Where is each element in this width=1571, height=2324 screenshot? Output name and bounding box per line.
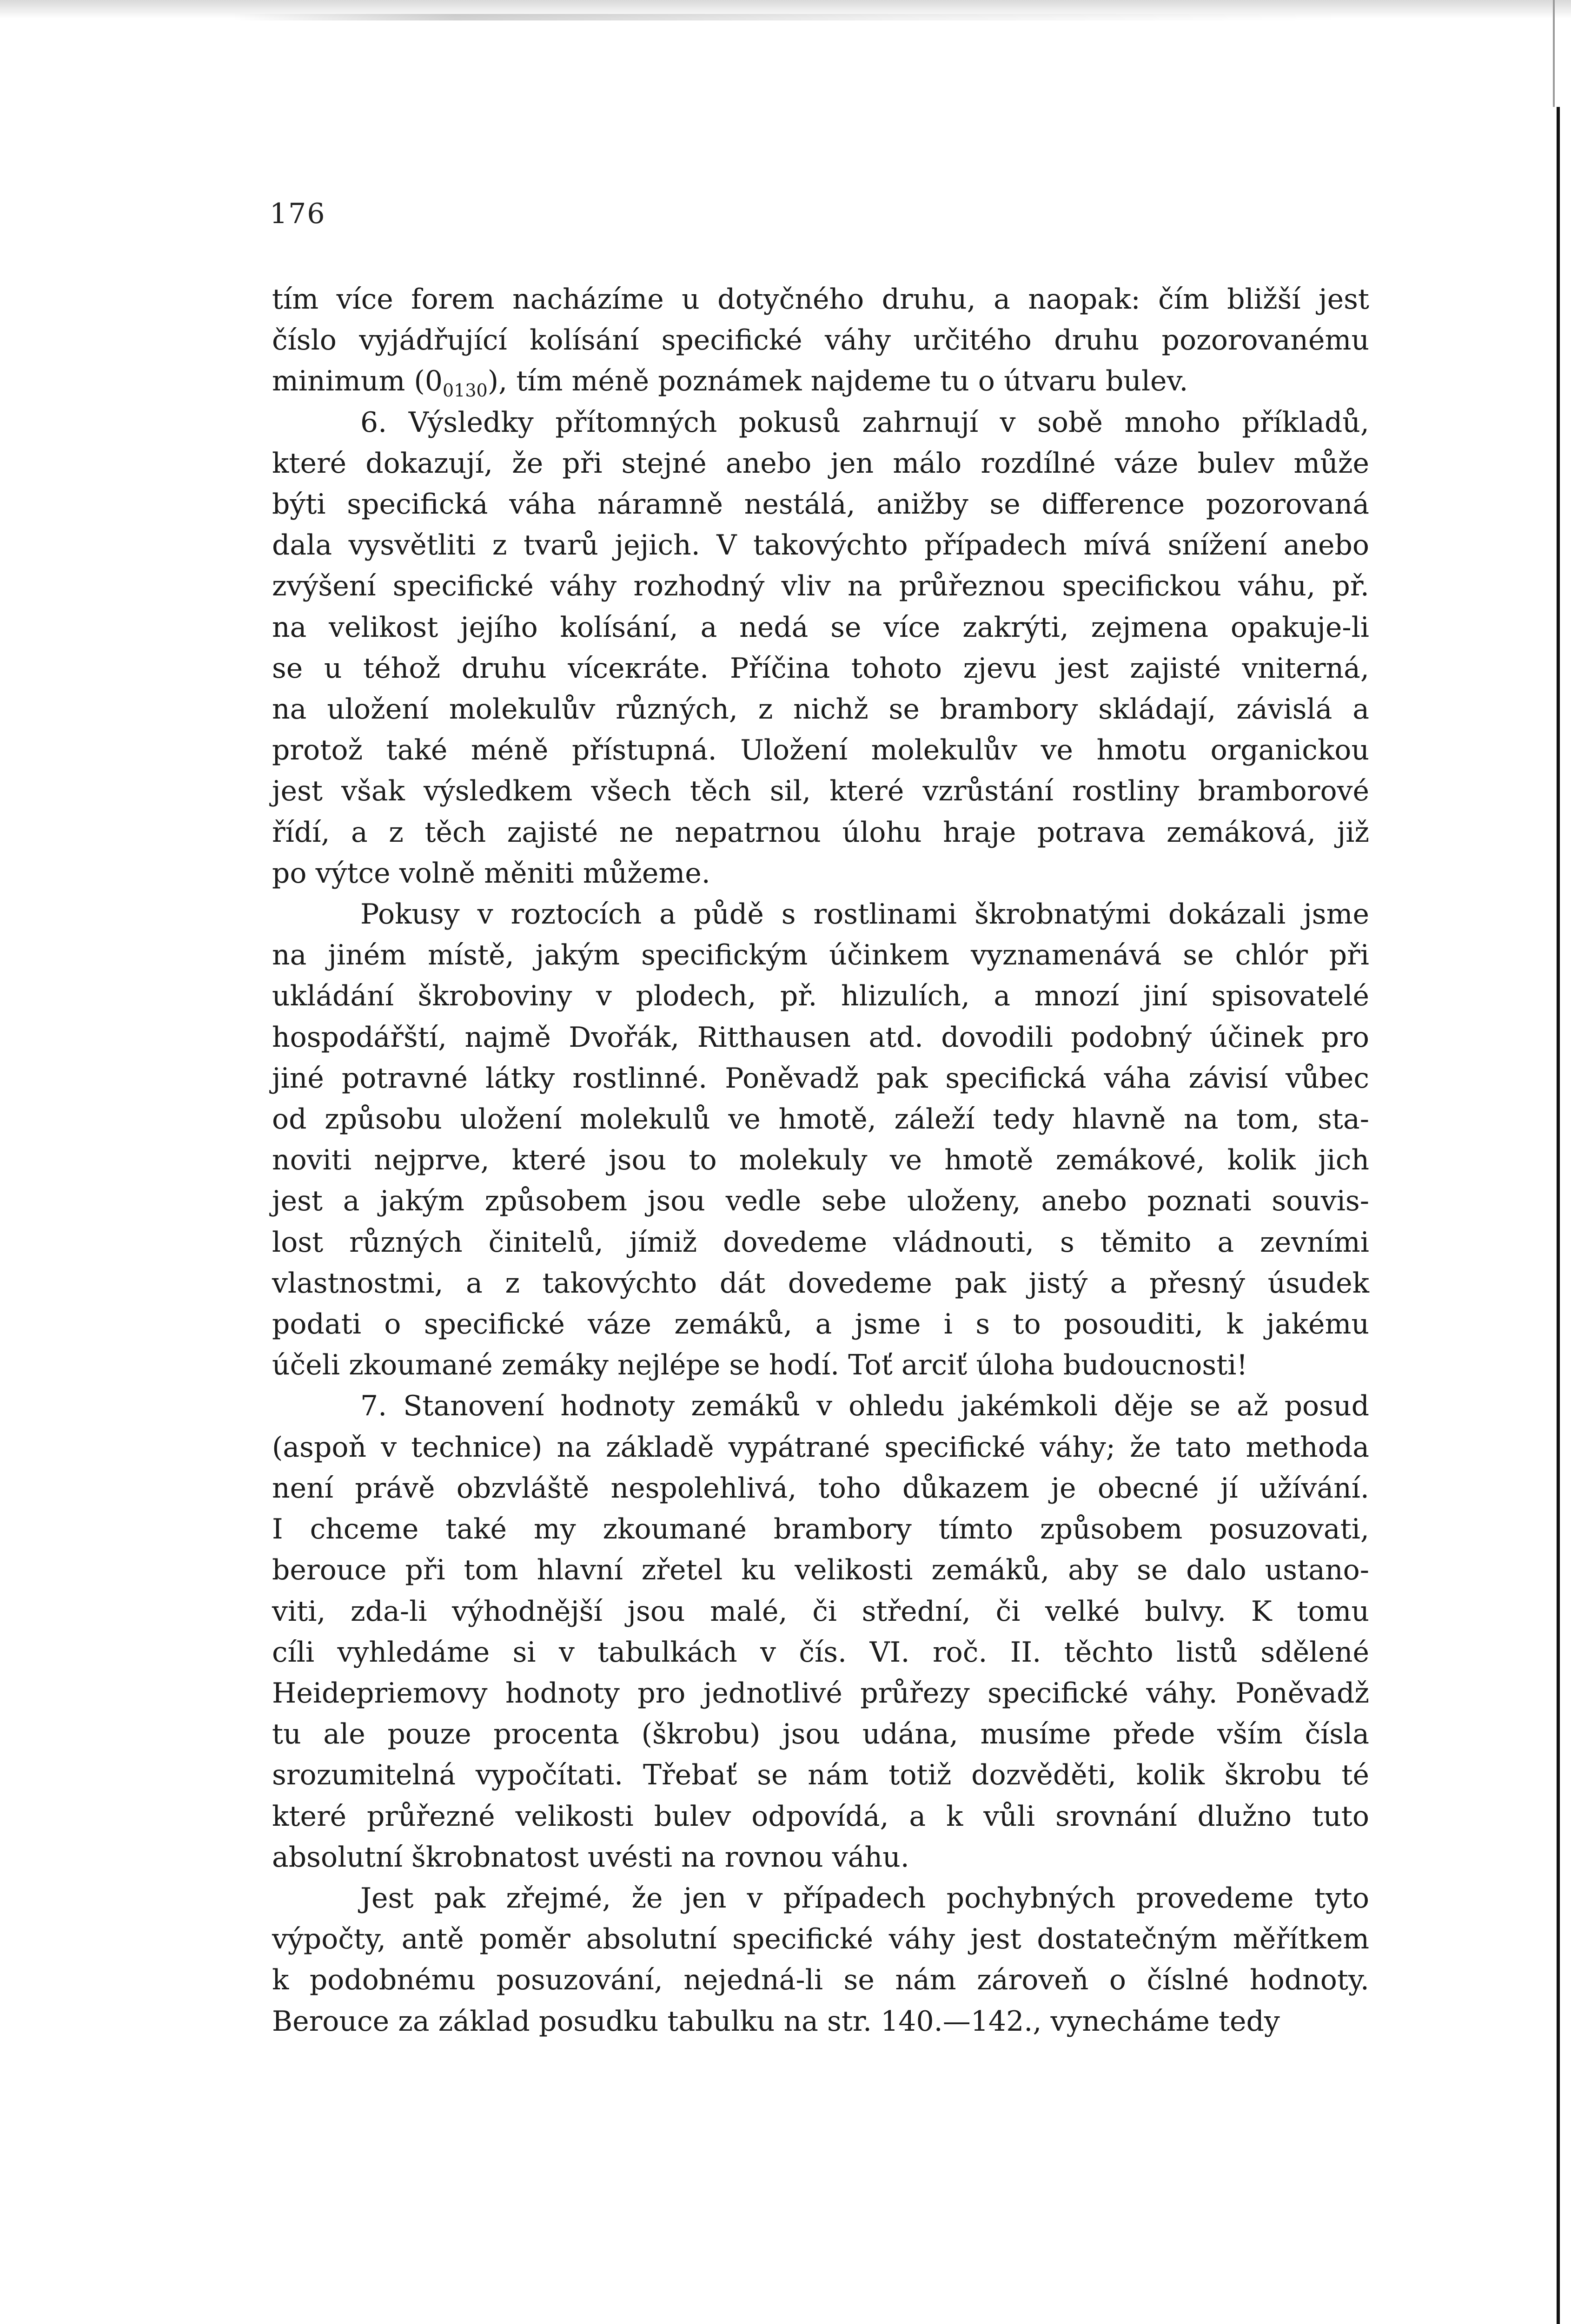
paragraph — [272, 894, 1369, 1386]
paragraph — [272, 279, 1369, 402]
text-line: tím více forem nacházíme u dotyčného druhu, a naopak: čím bližší jest — [272, 283, 1369, 316]
text-line: Pokusy v roztocích a půdě s rostlinami škrobnatými dokázali jsme — [360, 898, 1369, 931]
text-line: 7. Stanovení hodnoty zemáků v ohledu jakémkoli děje se až posud — [360, 1390, 1369, 1423]
text-line: které průřezné velikosti bulev odpovídá, a k vůli srovnání dlužno tuto — [272, 1800, 1369, 1833]
text-line: Berouce za základ posudku tabulku na str. 140.—142., vynecháme tedy — [272, 2005, 1280, 2038]
text-line: účeli zkoumané zemáky nejlépe se hodí. Toť arciť úloha budoucnosti! — [272, 1349, 1248, 1382]
paragraph — [272, 1878, 1369, 2042]
scan-right-edge-rule — [1557, 107, 1560, 2324]
scan-top-smudge — [232, 14, 1348, 20]
paragraph — [272, 402, 1369, 894]
text-line: lost různých činitelů, jímiž dovedeme vládnouti, s těmito a zevními — [272, 1226, 1369, 1259]
text-line: hospodářští, najmě Dvořák, Ritthausen atd. dovodili podobný účinek pro — [272, 1021, 1369, 1054]
text-line: cíli vyhledáme si v tabulkách v čís. VI. roč. II. těchto listů sdělené — [272, 1636, 1369, 1669]
text-line: noviti nejprve, které jsou to molekuly ve hmotě zemákové, kolik jich — [272, 1144, 1369, 1177]
text-line: I chceme také my zkoumané brambory tímto způsobem posuzovati, — [272, 1513, 1369, 1546]
paragraph — [272, 1386, 1369, 1877]
text-line: není právě obzvláště nespolehlivá, toho důkazem je obecné jí užívání. — [272, 1472, 1369, 1505]
text-line: dala vysvětliti z tvarů jejich. V takovýchto případech mívá snížení anebo — [272, 529, 1369, 562]
text-line: berouce při tom hlavní zřetel ku velikosti zemáků, aby se dalo ustano- — [272, 1554, 1369, 1587]
page-number: 176 — [270, 198, 326, 230]
text-line: se u téhož druhu víceкráte. Příčina tohoto zjevu jest zajisté vniterná, — [272, 652, 1369, 685]
text-line: (aspoň v technice) na základě vypátrané specifické váhy; že tato methoda — [272, 1431, 1369, 1464]
scan-right-edge-faint — [1553, 0, 1555, 107]
body-text — [272, 279, 1369, 2042]
text-line — [272, 361, 1369, 402]
text-fragment: ), tím méně poznámek najdeme tu o útvaru bulev. — [487, 365, 1188, 398]
text-line: od způsobu uložení molekulů ve hmotě, záleží tedy hlavně na tom, sta- — [272, 1103, 1369, 1136]
text-line: výpočty, antě poměr absolutní specifické váhy jest dostatečným měřítkem — [272, 1923, 1369, 1956]
text-line: na uložení molekulův různých, z nichž se brambory skládají, závislá a — [272, 693, 1369, 726]
text-line: býti specifická váha náramně nestálá, anižby se difference pozorovaná — [272, 488, 1369, 521]
text-line: jest a jakým způsobem jsou vedle sebe uloženy, anebo poznati souvis- — [272, 1185, 1369, 1218]
text-line: ukládání škroboviny v plodech, př. hlizulích, a mnozí jiní spisovatelé — [272, 980, 1369, 1013]
text-line: viti, zda-li výhodnější jsou malé, či střední, či velké bulvy. K tomu — [272, 1595, 1369, 1628]
text-line: Jest pak zřejmé, že jen v případech pochybných provedeme tyto — [360, 1882, 1369, 1915]
text-line: řídí, a z těch zajisté ne nepatrnou úlohu hraje potrava zemáková, již — [272, 816, 1369, 849]
text-line: Heidepriemovy hodnoty pro jednotlivé průřezy specifické váhy. Poněvadž — [272, 1677, 1369, 1710]
text-line: k podobnému posuzování, nejedná-li se nám zároveň o číslné hodnoty. — [272, 1964, 1369, 1997]
text-line: na velikost jejího kolísání, a nedá se více zakrýti, zejmena opakuje-li — [272, 611, 1369, 644]
subscript: 0130 — [443, 380, 488, 401]
text-line: tu ale pouze procenta (škrobu) jsou udána, musíme přede vším čísla — [272, 1718, 1369, 1751]
text-line: zvýšení specifické váhy rozhodný vliv na průřeznou specifickou váhu, př. — [272, 570, 1369, 603]
text-line: 6. Výsledky přítomných pokusů zahrnují v sobě mnoho příkladů, — [360, 406, 1369, 439]
text-line: na jiném místě, jakým specifickým účinkem vyznamenává se chlór při — [272, 939, 1369, 972]
text-line: jest však výsledkem všech těch sil, které vzrůstání rostliny bramborové — [272, 775, 1369, 808]
text-line: podati o specifické váze zemáků, a jsme i s to posouditi, k jakému — [272, 1308, 1369, 1341]
text-line: absolutní škrobnatost uvésti na rovnou váhu. — [272, 1841, 909, 1874]
text-line: po výtce volně měniti můžeme. — [272, 857, 710, 890]
text-line: vlastnostmi, a z takovýchto dát dovedeme pak jistý a přesný úsudek — [272, 1267, 1369, 1300]
text-line: které dokazují, že při stejné anebo jen málo rozdílné váze bulev může — [272, 447, 1369, 480]
text-fragment: minimum (0 — [272, 365, 443, 398]
text-line: srozumitelná vypočítati. Třebať se nám totiž dozvěděti, kolik škrobu té — [272, 1759, 1369, 1792]
text-line: protož také méně přístupná. Uložení molekulův ve hmotu organickou — [272, 734, 1369, 767]
text-line: číslo vyjádřující kolísání specifické váhy určitého druhu pozorovanému — [272, 324, 1369, 357]
text-line: jiné potravné látky rostlinné. Poněvadž pak specifická váha závisí vůbec — [272, 1062, 1369, 1095]
